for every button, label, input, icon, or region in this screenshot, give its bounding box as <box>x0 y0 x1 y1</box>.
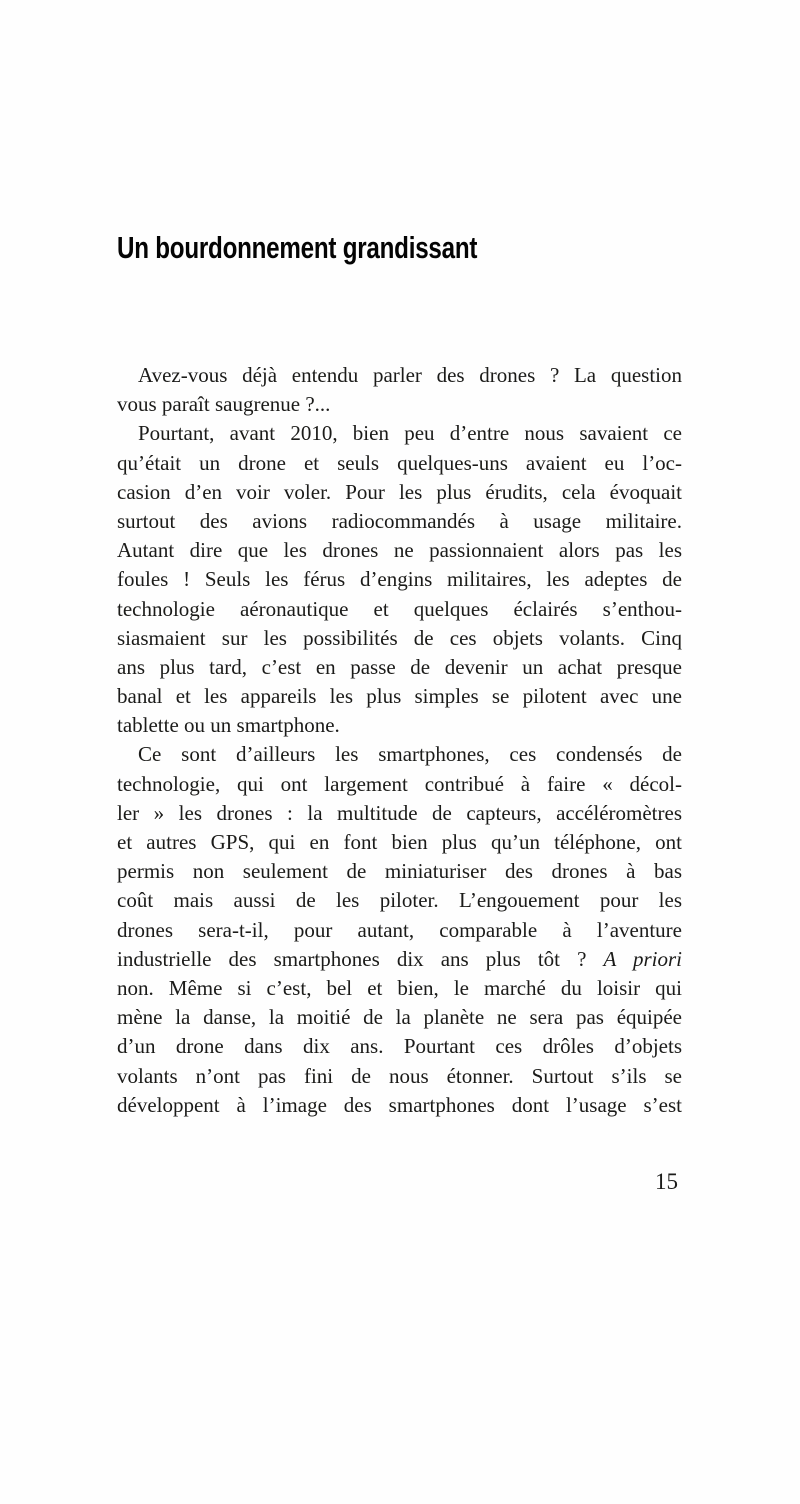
text-line: Pourtant, avant 2010, bien peu d’entre nous savaient ce <box>138 421 682 446</box>
text-line: ans plus tard, c’est en passe de devenir un achat presque <box>117 654 682 679</box>
text-line: surtout des avions radiocommandés à usage militaire. <box>117 508 682 533</box>
text-line: drones sera-t-il, pour autant, comparable à l’aventure <box>117 917 682 942</box>
text-line: casion d’en voir voler. Pour les plus érudits, cela évoquait <box>117 479 682 504</box>
text-line: banal et les appareils les plus simples se pilotent avec une <box>117 684 682 709</box>
page-number: 15 <box>655 1168 678 1194</box>
text-line: et autres GPS, qui en font bien plus qu’un téléphone, ont <box>117 830 682 854</box>
text-line: tablette ou un smartphone. <box>117 713 340 738</box>
text-block <box>117 361 682 1120</box>
text-line: développent à l’image des smartphones dont l’usage s’est <box>117 1092 682 1117</box>
text-line: mène la danse, la moitié de la planète ne sera pas équipée <box>117 1005 682 1030</box>
text-line: siasmaient sur les possibilités de ces objets volants. Cinq <box>117 625 682 650</box>
text-line: Avez-vous déjà entendu parler des drones ? La question <box>138 363 682 387</box>
text-line: ler » les drones : la multitude de capteurs, accéléromètres <box>117 800 682 825</box>
text-line: permis non seulement de miniaturiser des drones à bas <box>117 859 682 884</box>
text-line: technologie aéronautique et quelques éclairés s’enthou- <box>117 596 682 621</box>
italic-phrase: A priori <box>603 946 682 971</box>
text-line: Ce sont d’ailleurs les smartphones, ces condensés de <box>138 742 682 767</box>
text-line: foules ! Seuls les férus d’engins militaires, les adeptes de <box>117 567 682 592</box>
text-line: d’un drone dans dix ans. Pourtant ces drôles d’objets <box>117 1034 682 1059</box>
chapter-title: Un bourdonnement grandissant <box>117 230 478 265</box>
text-line: non. Même si c’est, bel et bien, le marché du loisir qui <box>117 975 682 1000</box>
book-page <box>0 230 800 1504</box>
text-line: volants n’ont pas fini de nous étonner. Surtout s’ils se <box>117 1063 682 1088</box>
text-line: technologie, qui ont largement contribué à faire « décol- <box>117 771 682 796</box>
text-line: Autant dire que les drones ne passionnaient alors pas les <box>117 538 682 563</box>
text-line: vous paraît saugrenue ?... <box>117 392 331 417</box>
text-line: qu’était un drone et seuls quelques-uns avaient eu l’oc- <box>117 450 682 475</box>
text-line: industrielle des smartphones dix ans plus tôt ? A priori <box>117 946 682 971</box>
text-line: coût mais aussi de les piloter. L’engouement pour les <box>117 888 682 913</box>
